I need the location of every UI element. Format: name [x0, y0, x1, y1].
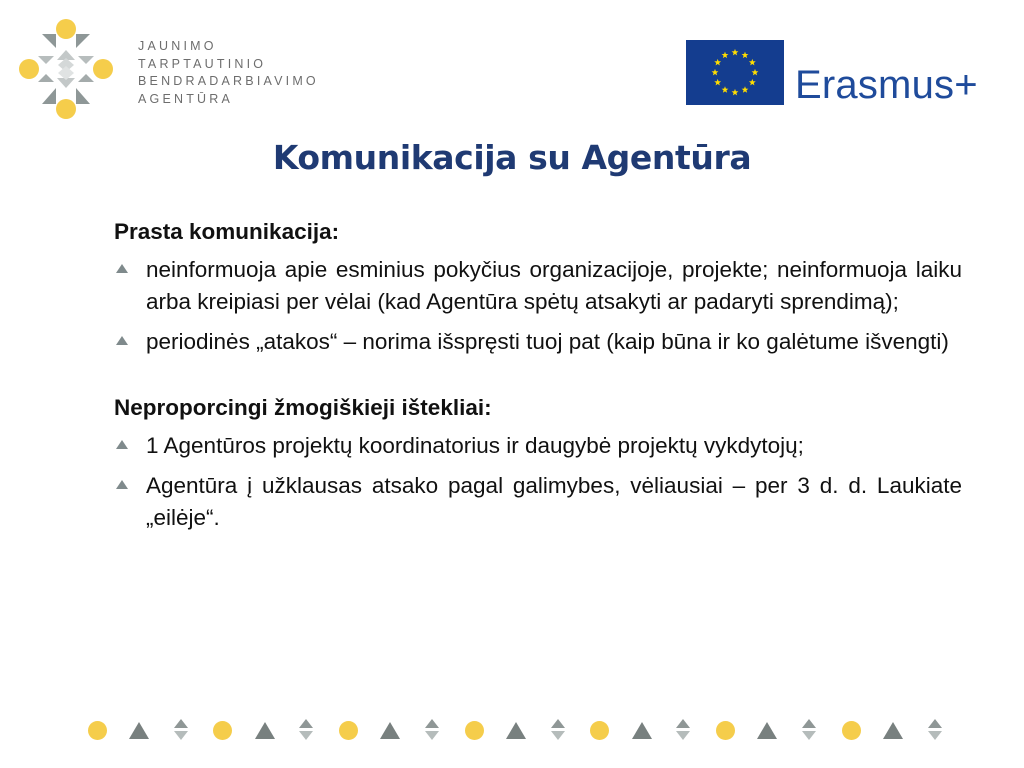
diamond-decoration-icon — [421, 719, 443, 741]
footer-decoration — [86, 716, 946, 744]
agency-name — [138, 38, 319, 108]
bullet-text: periodinės „atakos“ – norima išspręsti tuoj pat (kaip būna ir ko galėtume išvengti) — [146, 329, 949, 354]
list-item — [114, 254, 962, 318]
triangle-bullet-icon — [116, 264, 128, 273]
triangle-decoration-icon — [882, 719, 904, 741]
diamond-decoration-icon — [170, 719, 192, 741]
bullet-list — [114, 254, 962, 358]
dot-decoration-icon — [337, 719, 359, 741]
triangle-bullet-icon — [116, 440, 128, 449]
triangle-decoration-icon — [505, 719, 527, 741]
dot-decoration-icon — [714, 719, 736, 741]
diamond-decoration-icon — [798, 719, 820, 741]
diamond-decoration-icon — [672, 719, 694, 741]
bullet-text: neinformuoja apie esminius pokyčius organizacijoje, projekte; neinformuoja laiku arba kreipiasi per vėlai (kad Agentūra spėtų atsakyti ar padaryti sprendimą); — [146, 257, 962, 314]
bullet-text: 1 Agentūros projektų koordinatorius ir daugybė projektų vykdytojų; — [146, 433, 804, 458]
erasmus-logo-text: Erasmus+ — [795, 63, 978, 107]
agency-logo-icon — [18, 18, 114, 120]
triangle-bullet-icon — [116, 480, 128, 489]
dot-decoration-icon — [463, 719, 485, 741]
list-item — [114, 326, 962, 358]
diamond-decoration-icon — [924, 719, 946, 741]
dot-decoration-icon — [86, 719, 108, 741]
triangle-decoration-icon — [631, 719, 653, 741]
dot-decoration-icon — [589, 719, 611, 741]
triangle-decoration-icon — [379, 719, 401, 741]
triangle-decoration-icon — [756, 719, 778, 741]
dot-decoration-icon — [840, 719, 862, 741]
diamond-decoration-icon — [547, 719, 569, 741]
agency-name-line: AGENTŪRA — [138, 91, 234, 106]
diamond-decoration-icon — [295, 719, 317, 741]
slide-content — [114, 216, 962, 542]
slide-title: Komunikacija su Agentūra — [272, 138, 752, 177]
list-item — [114, 430, 962, 462]
agency-name-line: BENDRADARBIAVIMO — [138, 74, 319, 88]
dot-decoration-icon — [212, 719, 234, 741]
triangle-decoration-icon — [254, 719, 276, 741]
section-heading: Prasta komunikacija: — [114, 219, 340, 244]
section-heading: Neproporcingi žmogiškieji ištekliai: — [114, 395, 492, 420]
eu-flag-icon — [686, 40, 784, 105]
triangle-decoration-icon — [128, 719, 150, 741]
list-item — [114, 470, 962, 534]
agency-name-line: TARPTAUTINIO — [138, 56, 267, 71]
bullet-text: Agentūra į užklausas atsako pagal galimybes, vėliausiai – per 3 d. d. Laukiate „eilėje“. — [146, 473, 962, 530]
agency-name-line: JAUNIMO — [138, 39, 217, 53]
triangle-bullet-icon — [116, 336, 128, 345]
bullet-list — [114, 430, 962, 534]
